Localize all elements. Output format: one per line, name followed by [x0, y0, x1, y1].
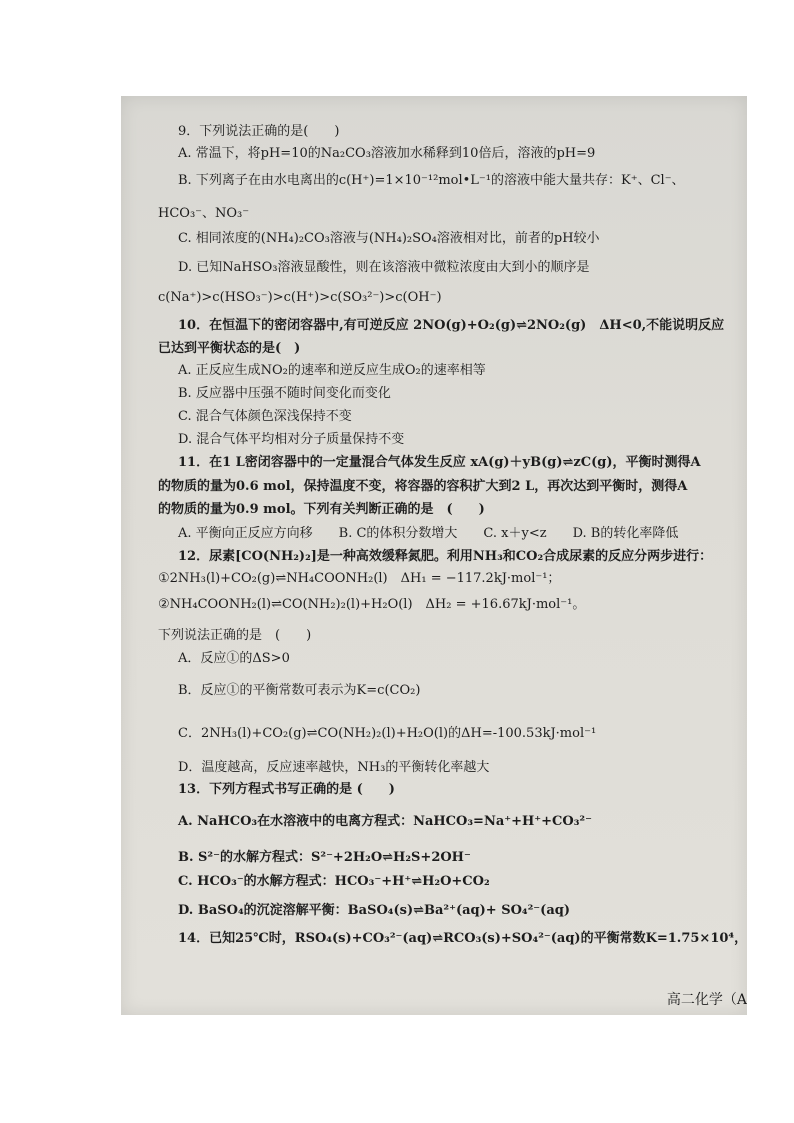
- q9-option-b-cont: HCO₃⁻、NO₃⁻: [158, 206, 250, 221]
- q12-option-b: B．反应①的平衡常数可表示为K=c(CO₂): [178, 683, 421, 698]
- q10-option-a: A. 正反应生成NO₂的速率和逆反应生成O₂的速率相等: [178, 363, 486, 378]
- q10-stem-cont: 已达到平衡状态的是( ): [158, 341, 301, 356]
- q11-stem-cont-1: 的物质的量为0.6 mol，保持温度不变，将容器的容积扩大到2 L，再次达到平衡时，测得A: [158, 479, 688, 494]
- q12-reaction-2: ②NH₄COONH₂(l)⇌CO(NH₂)₂(l)+H₂O(l) ΔH₂ = +16.67kJ·mol⁻¹。: [158, 597, 586, 612]
- q10-option-b: B. 反应器中压强不随时间变化而变化: [178, 386, 391, 401]
- q13-option-b: B. S²⁻的水解方程式：S²⁻+2H₂O⇌H₂S+2OH⁻: [178, 850, 471, 865]
- q13-stem: 13．下列方程式书写正确的是 ( ): [178, 782, 395, 797]
- q9-option-c: C. 相同浓度的(NH₄)₂CO₃溶液与(NH₄)₂SO₄溶液相对比，前者的pH较小: [178, 231, 600, 246]
- q11-stem: 11．在1 L密闭容器中的一定量混合气体发生反应 xA(g)＋yB(g)⇌zC(g)，平衡时测得A: [178, 455, 701, 470]
- q12-option-c: C．2NH₃(l)+CO₂(g)⇌CO(NH₂)₂(l)+H₂O(l)的ΔH=-100.53kJ·mol⁻¹: [178, 726, 597, 741]
- q12-stem: 12．尿素[CO(NH₂)₂]是一种高效缓释氮肥。利用NH₃和CO₂合成尿素的反应分两步进行：: [178, 549, 713, 564]
- q9-option-a: A. 常温下，将pH=10的Na₂CO₃溶液加水稀释到10倍后，溶液的pH=9: [178, 146, 596, 161]
- exam-page: [121, 96, 747, 1015]
- q11-stem-cont-2: 的物质的量为0.9 mol。下列有关判断正确的是 ( ): [158, 502, 485, 517]
- q10-stem: 10．在恒温下的密闭容器中,有可逆反应 2NO(g)+O₂(g)⇌2NO₂(g) ΔH<0,不能说明反应: [178, 318, 725, 333]
- q11-options: A. 平衡向正反应方向移 B. C的体积分数增大 C. x＋y<z D. B的转化率降低: [178, 526, 679, 541]
- q13-option-c: C. HCO₃⁻的水解方程式：HCO₃⁻+H⁺⇌H₂O+CO₂: [178, 874, 490, 889]
- q9-stem: 9．下列说法正确的是( ): [178, 124, 340, 139]
- q9-option-d: D. 已知NaHSO₃溶液显酸性，则在该溶液中微粒浓度由大到小的顺序是: [178, 260, 590, 275]
- q12-option-d: D．温度越高，反应速率越快，NH₃的平衡转化率越大: [178, 760, 490, 775]
- q9-option-b: B. 下列离子在由水电离出的c(H⁺)=1×10⁻¹²mol•L⁻¹的溶液中能大量共存：K⁺、Cl⁻、: [178, 173, 685, 188]
- q12-reaction-1: ①2NH₃(l)+CO₂(g)⇌NH₄COONH₂(l) ΔH₁ = −117.2kJ·mol⁻¹；: [158, 571, 561, 586]
- q12-question: 下列说法正确的是 ( ): [158, 628, 312, 643]
- q13-option-a: A. NaHCO₃在水溶液中的电离方程式：NaHCO₃=Na⁺+H⁺+CO₃²⁻: [178, 814, 592, 829]
- q10-option-d: D. 混合气体平均相对分子质量保持不变: [178, 432, 405, 447]
- q9-option-d-cont: c(Na⁺)>c(HSO₃⁻)>c(H⁺)>c(SO₃²⁻)>c(OH⁻): [158, 290, 442, 305]
- q13-option-d: D. BaSO₄的沉淀溶解平衡：BaSO₄(s)⇌Ba²⁺(aq)+ SO₄²⁻(aq): [178, 903, 570, 918]
- q12-option-a: A．反应①的ΔS>0: [178, 651, 290, 666]
- q10-option-c: C. 混合气体颜色深浅保持不变: [178, 409, 352, 424]
- footer-label: 高二化学（A: [666, 992, 747, 1008]
- q14-stem: 14．已知25℃时，RSO₄(s)+CO₃²⁻(aq)⇌RCO₃(s)+SO₄²⁻(aq)的平衡常数K=1.75×10⁴，: [178, 931, 747, 946]
